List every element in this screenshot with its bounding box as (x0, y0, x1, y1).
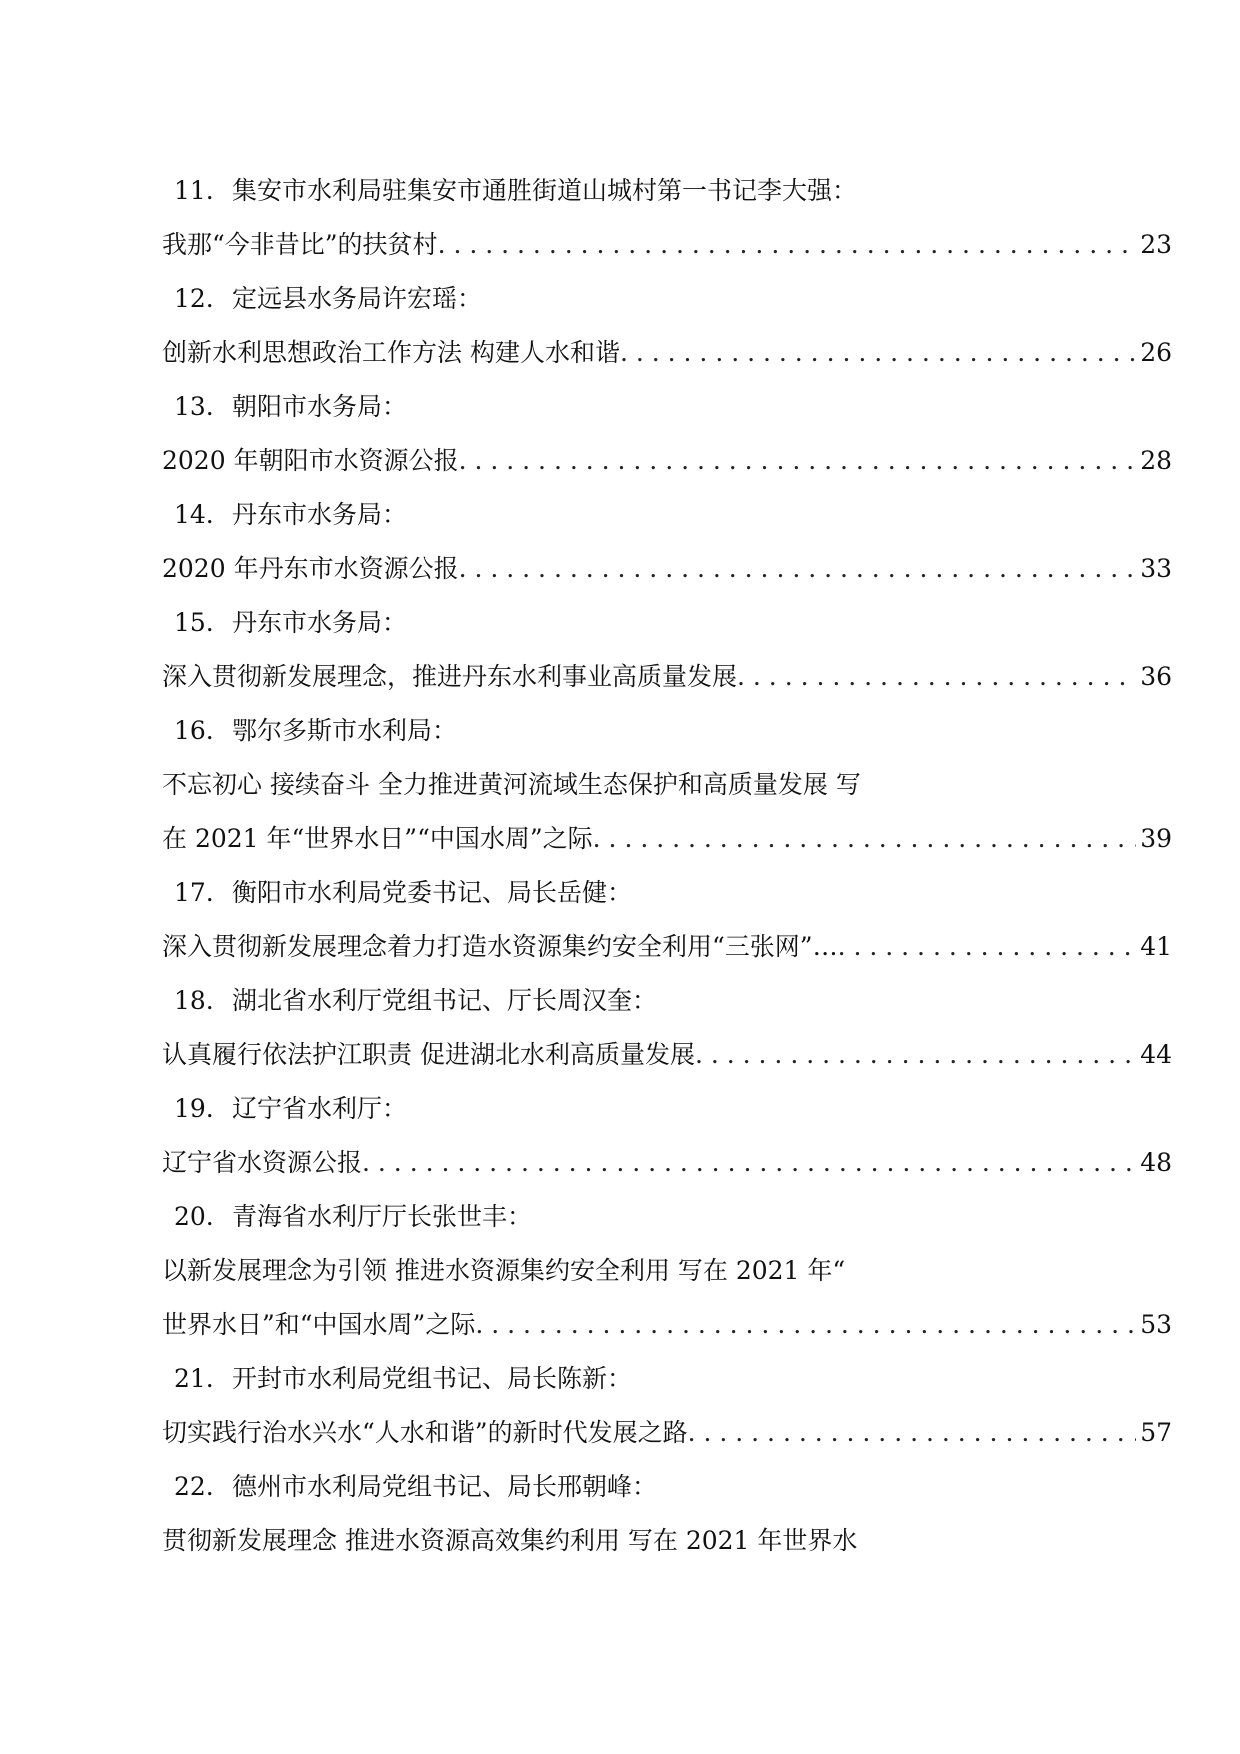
dot-leader (459, 434, 1137, 488)
toc-entry-title-line[interactable] (162, 1028, 1172, 1082)
dot-leader (620, 326, 1136, 380)
toc-entry-title-line[interactable] (162, 326, 1172, 380)
toc-entry-author: 鄂尔多斯市水利局： (232, 716, 458, 745)
toc-entry-title-line[interactable] (162, 1298, 1172, 1352)
toc-entry-title: 我那“今非昔比”的扶贫村 (162, 230, 438, 259)
toc-entry-title-line[interactable] (162, 542, 1172, 596)
toc-entry-heading (162, 272, 1172, 326)
toc-page-number: 26 (1140, 338, 1172, 367)
toc-entry-author: 开封市水利局党组书记、局长陈新： (232, 1364, 633, 1393)
dot-leader (475, 1298, 1136, 1352)
toc-entry-title: 认真履行依法护江职责 促进湖北水利高质量发展 (162, 1040, 695, 1069)
dot-leader (838, 920, 1137, 974)
toc-entry-title: 世界水日”和“中国水周”之际 (162, 1310, 476, 1339)
toc-entry-title-line[interactable] (162, 758, 1172, 812)
toc-entry-heading (162, 488, 1172, 542)
toc-entry-title: 深入贯彻新发展理念着力打造水资源集约安全利用“三张网”… (162, 932, 838, 961)
dot-leader (593, 812, 1137, 866)
toc-entry-title: 贯彻新发展理念 推进水资源高效集约利用 写在 2021 年世界水 (162, 1526, 858, 1555)
dot-leader (737, 650, 1136, 704)
toc-entry-number: 22. (174, 1472, 214, 1501)
toc-entry-number: 17. (174, 878, 214, 907)
toc-entry-title: 2020 年朝阳市水资源公报 (162, 446, 459, 475)
toc-page-number: 48 (1140, 1148, 1172, 1177)
toc-entry-title-line[interactable] (162, 920, 1172, 974)
toc-entry-heading (162, 380, 1172, 434)
toc-entry-author: 德州市水利局党组书记、局长邢朝峰： (232, 1472, 658, 1501)
toc-entry-heading (162, 1352, 1172, 1406)
toc-entry-number: 21. (174, 1364, 214, 1393)
toc-entry-heading (162, 1190, 1172, 1244)
dot-leader (688, 1406, 1137, 1460)
toc-entry-title-line[interactable] (162, 1514, 1172, 1568)
dot-leader (438, 218, 1137, 272)
toc-page-number: 57 (1140, 1418, 1172, 1447)
toc-page-number: 28 (1140, 446, 1172, 475)
toc-entry-heading (162, 1460, 1172, 1514)
toc-entry-author: 湖北省水利厅党组书记、厅长周汉奎： (232, 986, 658, 1015)
toc-entry-title: 在 2021 年“世界水日”“中国水周”之际 (162, 824, 593, 853)
toc-entry-number: 14. (174, 500, 214, 529)
toc-entry-author: 丹东市水务局： (232, 608, 408, 637)
toc-entry-title: 深入贯彻新发展理念，推进丹东水利事业高质量发展 (162, 662, 738, 691)
toc-entry-title: 以新发展理念为引领 推进水资源集约安全利用 写在 2021 年“ (162, 1256, 846, 1285)
table-of-contents (162, 164, 1172, 1568)
toc-entry-heading (162, 1082, 1172, 1136)
toc-entry-author: 丹东市水务局： (232, 500, 408, 529)
toc-entry-title: 辽宁省水资源公报 (162, 1148, 363, 1177)
toc-entry-title-line[interactable] (162, 650, 1172, 704)
toc-entry-author: 辽宁省水利厅： (232, 1094, 408, 1123)
toc-entry-title-line[interactable] (162, 434, 1172, 488)
toc-entry-title: 创新水利思想政治工作方法 构建人水和谐 (162, 338, 620, 367)
toc-entry-title: 不忘初心 接续奋斗 全力推进黄河流域生态保护和高质量发展 写 (162, 770, 861, 799)
toc-page-number: 44 (1140, 1040, 1172, 1069)
toc-page-number: 33 (1140, 554, 1172, 583)
toc-entry-title-line[interactable] (162, 1136, 1172, 1190)
toc-page-number: 39 (1140, 824, 1172, 853)
toc-entry-number: 18. (174, 986, 214, 1015)
toc-entry-author: 青海省水利厅厅长张世丰： (232, 1202, 533, 1231)
toc-entry-author: 衡阳市水利局党委书记、局长岳健： (232, 878, 633, 907)
toc-entry-number: 15. (174, 608, 214, 637)
dot-leader (362, 1136, 1136, 1190)
toc-entry-number: 20. (174, 1202, 214, 1231)
toc-page-number: 53 (1140, 1310, 1172, 1339)
toc-entry-author: 定远县水务局许宏瑶： (232, 284, 483, 313)
toc-page-number: 36 (1140, 662, 1172, 691)
toc-page-number: 23 (1140, 230, 1172, 259)
toc-entry-title-line[interactable] (162, 218, 1172, 272)
toc-entry-heading (162, 704, 1172, 758)
toc-entry-number: 16. (174, 716, 214, 745)
toc-entry-title-line[interactable] (162, 1406, 1172, 1460)
toc-entry-title: 2020 年丹东市水资源公报 (162, 554, 459, 583)
toc-entry-heading (162, 164, 1172, 218)
toc-entry-heading (162, 974, 1172, 1028)
dot-leader (695, 1028, 1136, 1082)
toc-entry-heading (162, 596, 1172, 650)
dot-leader (459, 542, 1137, 596)
toc-entry-author: 集安市水利局驻集安市通胜街道山城村第一书记李大强： (232, 176, 858, 205)
toc-page-number: 41 (1140, 932, 1172, 961)
toc-entry-number: 11. (174, 176, 214, 205)
toc-entry-title-line[interactable] (162, 1244, 1172, 1298)
toc-entry-author: 朝阳市水务局： (232, 392, 408, 421)
toc-entry-heading (162, 866, 1172, 920)
toc-entry-number: 19. (174, 1094, 214, 1123)
toc-entry-number: 12. (174, 284, 214, 313)
toc-entry-title-line[interactable] (162, 812, 1172, 866)
toc-entry-number: 13. (174, 392, 214, 421)
toc-entry-title: 切实践行治水兴水“人水和谐”的新时代发展之路 (162, 1418, 688, 1447)
